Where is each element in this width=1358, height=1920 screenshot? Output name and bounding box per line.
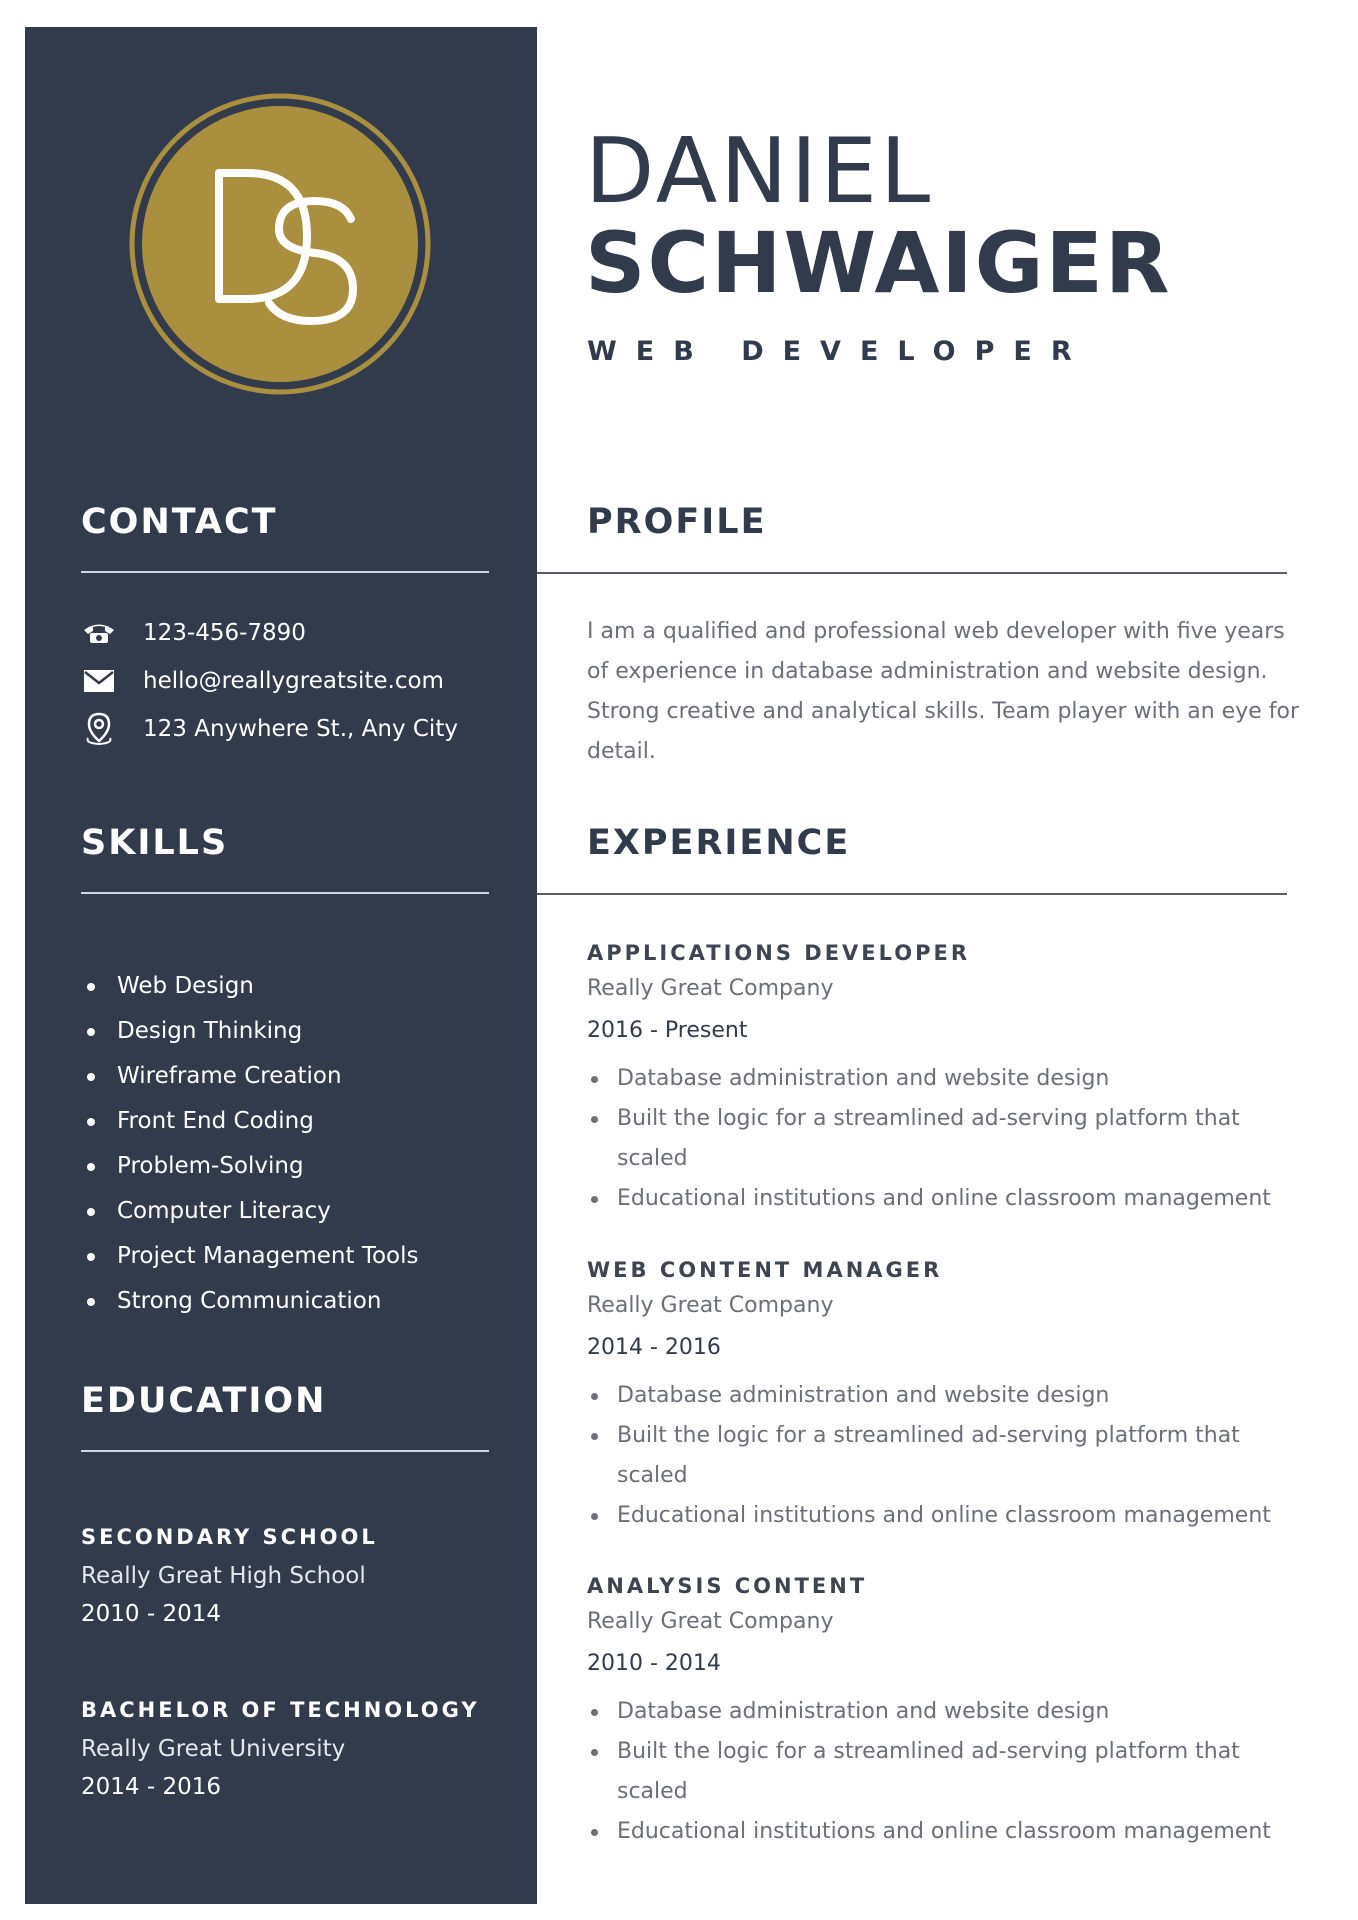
job-title: WEB DEVELOPER xyxy=(587,336,1091,367)
profile-section xyxy=(537,501,1287,574)
skills-section xyxy=(81,822,489,894)
list-item: Problem-Solving xyxy=(81,1144,501,1189)
profile-text: I am a qualified and professional web developer with five years of experience in database administration and website design. Strong creative and analytical skills. Team player with an eye for detail. xyxy=(587,619,1300,764)
location-pin-icon xyxy=(81,713,117,745)
list-item: Computer Literacy xyxy=(81,1189,501,1234)
monogram-logo xyxy=(129,93,431,395)
divider xyxy=(81,1450,489,1452)
list-item: Web Design xyxy=(81,964,501,1009)
education-years: 2014 - 2016 xyxy=(81,1774,221,1800)
name-first: DANIEL xyxy=(585,119,934,224)
contact-email-text: hello@reallygreatsite.com xyxy=(143,668,444,694)
contact-heading: CONTACT xyxy=(81,502,278,542)
list-item: Built the logic for a streamlined ad-serving platform that scaled xyxy=(587,1732,1317,1812)
job-role: APPLICATIONS DEVELOPER xyxy=(587,941,971,965)
contact-list xyxy=(81,611,501,755)
divider xyxy=(537,572,1287,574)
job-company: Really Great Company xyxy=(587,1609,834,1634)
name-last: SCHWAIGER xyxy=(585,214,1172,312)
job-company: Really Great Company xyxy=(587,1293,834,1318)
list-item: Educational institutions and online classroom management xyxy=(587,1812,1317,1852)
job-bullets xyxy=(587,1692,1317,1852)
contact-phone xyxy=(81,611,501,655)
education-heading: EDUCATION xyxy=(81,1381,327,1421)
job-bullets xyxy=(587,1059,1317,1219)
contact-email xyxy=(81,659,501,703)
experience-heading: EXPERIENCE xyxy=(587,823,851,863)
divider xyxy=(537,893,1287,895)
job-years: 2010 - 2014 xyxy=(587,1651,721,1676)
divider xyxy=(81,892,489,894)
education-section xyxy=(81,1380,489,1452)
contact-section xyxy=(81,501,489,573)
list-item: Built the logic for a streamlined ad-serving platform that scaled xyxy=(587,1416,1317,1496)
list-item: Database administration and website design xyxy=(587,1059,1317,1099)
list-item: Wireframe Creation xyxy=(81,1054,501,1099)
list-item: Strong Communication xyxy=(81,1279,501,1324)
contact-phone-text: 123-456-7890 xyxy=(143,620,306,646)
list-item: Educational institutions and online classroom management xyxy=(587,1179,1317,1219)
job-years: 2014 - 2016 xyxy=(587,1335,721,1360)
phone-icon xyxy=(81,617,117,649)
sidebar xyxy=(25,27,537,1904)
experience-item xyxy=(587,1258,1317,1536)
job-role: ANALYSIS CONTENT xyxy=(587,1574,868,1598)
list-item: Front End Coding xyxy=(81,1099,501,1144)
list-item: Educational institutions and online classroom management xyxy=(587,1496,1317,1536)
contact-address-text: 123 Anywhere St., Any City xyxy=(143,716,458,742)
education-years: 2010 - 2014 xyxy=(81,1601,221,1627)
profile-heading: PROFILE xyxy=(587,502,767,542)
experience-section xyxy=(537,822,1287,895)
education-item xyxy=(81,1525,501,1627)
education-title: BACHELOR OF TECHNOLOGY xyxy=(81,1698,480,1722)
list-item: Database administration and website design xyxy=(587,1376,1317,1416)
education-school: Really Great University xyxy=(81,1736,346,1762)
education-title: SECONDARY SCHOOL xyxy=(81,1525,378,1549)
list-item: Database administration and website design xyxy=(587,1692,1317,1732)
list-item: Built the logic for a streamlined ad-serving platform that scaled xyxy=(587,1099,1317,1179)
mail-icon xyxy=(81,665,117,697)
experience-item xyxy=(587,941,1317,1219)
job-years: 2016 - Present xyxy=(587,1018,748,1043)
job-company: Really Great Company xyxy=(587,976,834,1001)
education-item xyxy=(81,1698,501,1800)
experience-item xyxy=(587,1574,1317,1852)
contact-address xyxy=(81,707,501,751)
education-school: Really Great High School xyxy=(81,1563,366,1589)
job-role: WEB CONTENT MANAGER xyxy=(587,1258,943,1282)
list-item: Design Thinking xyxy=(81,1009,501,1054)
skills-heading: SKILLS xyxy=(81,823,229,863)
divider xyxy=(81,571,489,573)
list-item: Project Management Tools xyxy=(81,1234,501,1279)
skills-list xyxy=(81,964,501,1324)
job-bullets xyxy=(587,1376,1317,1536)
